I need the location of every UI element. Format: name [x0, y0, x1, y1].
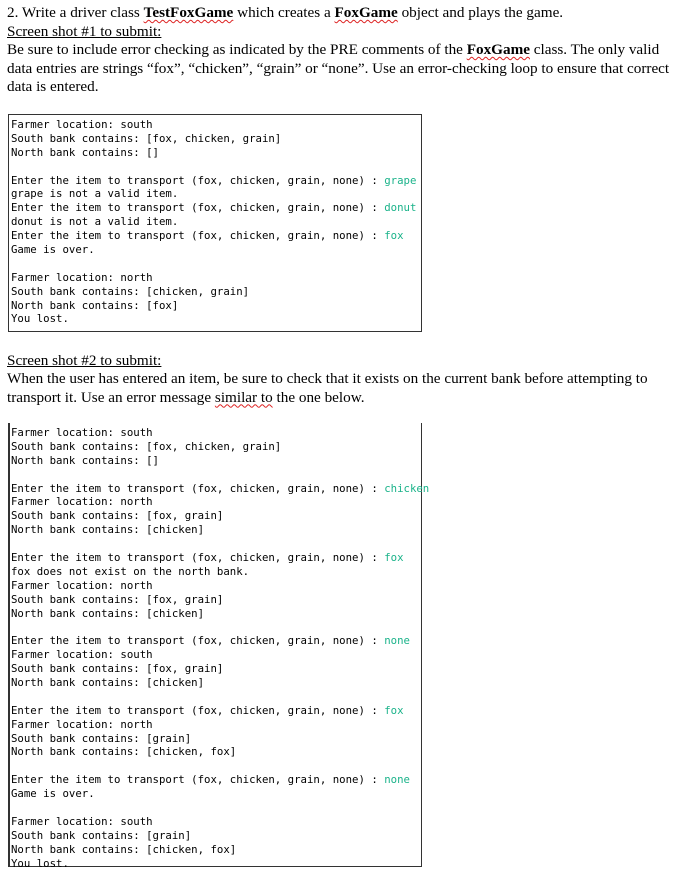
console-output-line	[11, 787, 417, 801]
screenshot2-desc-prefix: When the user has entered an item, be sure to check that it exists on the current bank before attempting to transport it. Use an error message	[7, 370, 648, 406]
console-output-line	[11, 312, 417, 326]
console-text: North bank contains: []	[11, 145, 159, 159]
console-text: South bank contains: [fox, grain]	[11, 509, 224, 523]
console-output-line	[11, 285, 417, 299]
console-output-line	[11, 676, 417, 690]
console-text: South bank contains: [grain]	[11, 828, 192, 842]
console-output-line	[11, 215, 417, 229]
console-output-line	[11, 718, 417, 732]
console-text: Enter the item to transport (fox, chicken, grain, none) :	[11, 634, 385, 648]
console-text: Game is over.	[11, 243, 95, 257]
screenshot2-heading: Screen shot #2 to submit:	[7, 352, 162, 369]
console-output-line	[11, 243, 417, 257]
console-text: South bank contains: [fox, chicken, grain]	[11, 131, 282, 145]
console-text: North bank contains: [fox]	[11, 298, 179, 312]
console-output-2	[8, 423, 430, 870]
console-text: Farmer location: south	[11, 814, 153, 828]
console-output-line	[11, 843, 417, 857]
console-text: Enter the item to transport (fox, chicken, grain, none) :	[11, 703, 385, 717]
console-text: North bank contains: [chicken]	[11, 606, 205, 620]
console-blank-line	[11, 468, 417, 482]
console-output-line	[11, 495, 417, 509]
console-text: Farmer location: south	[11, 118, 153, 131]
console-text: South bank contains: [fox, grain]	[11, 592, 224, 606]
console-user-input: fox	[384, 229, 404, 243]
console-prompt-line	[11, 201, 417, 215]
console-output-line	[11, 299, 417, 313]
console-output-line	[11, 454, 417, 468]
console-prompt-line	[11, 773, 417, 787]
console-output-line	[11, 523, 417, 537]
console-text: Enter the item to transport (fox, chicken, grain, none) :	[11, 201, 385, 215]
console-user-input: donut	[384, 201, 417, 215]
console-user-input: chicken	[384, 481, 430, 495]
screenshot2-desc-suffix: the one below.	[272, 388, 365, 406]
console-text: Game is over.	[11, 787, 95, 801]
console-text: Farmer location: north	[11, 495, 153, 509]
console-output-line	[11, 579, 417, 593]
console-output-line	[11, 607, 417, 621]
game-class-name: FoxGame	[334, 4, 398, 21]
console-output-line	[11, 648, 417, 662]
question-line	[7, 4, 683, 23]
console-output-line	[11, 829, 417, 843]
console-text: South bank contains: [fox, chicken, grain]	[11, 439, 282, 453]
console-prompt-line	[11, 481, 430, 496]
document	[7, 4, 683, 97]
console-output-line	[11, 187, 417, 201]
console-text: North bank contains: []	[11, 453, 159, 467]
console-prompt-line	[11, 174, 417, 188]
screenshot1-desc-suffix: class. The only valid data entries are strings “fox”, “chicken”, “grain” or “none”. Use an error-checking loop to ensure that correct data is entered.	[7, 41, 670, 96]
console-prompt-line	[11, 551, 417, 565]
console-output-line	[11, 857, 417, 871]
screenshot1-description	[7, 41, 683, 97]
console-output-line	[11, 732, 417, 746]
console-blank-line	[11, 160, 417, 174]
console-text: Farmer location: south	[11, 426, 153, 439]
console-text: grape is not a valid item.	[11, 187, 179, 201]
console-user-input: fox	[384, 703, 404, 717]
screenshot2-desc-squiggle: similar to	[214, 388, 273, 406]
console-text: Enter the item to transport (fox, chicken, grain, none) :	[11, 481, 385, 495]
console-output-line	[11, 132, 417, 146]
console-output-line	[11, 745, 417, 759]
console-text: Enter the item to transport (fox, chicken, grain, none) :	[11, 773, 385, 787]
console-output-line	[11, 118, 417, 132]
console-text: Enter the item to transport (fox, chicken, grain, none) :	[11, 229, 385, 243]
question-prefix: 2. Write a driver class	[7, 4, 144, 21]
console-user-input: none	[384, 773, 410, 787]
console-blank-line	[11, 801, 417, 815]
console-text: Enter the item to transport (fox, chicken, grain, none) :	[11, 173, 385, 187]
console-user-input: none	[384, 634, 410, 648]
console-prompt-line	[11, 634, 417, 648]
console-text: South bank contains: [chicken, grain]	[11, 284, 250, 298]
console-text: North bank contains: [chicken]	[11, 676, 205, 690]
console-text: Enter the item to transport (fox, chicken, grain, none) :	[11, 551, 385, 565]
driver-class-name: TestFoxGame	[143, 4, 234, 21]
question-suffix: object and plays the game.	[397, 4, 564, 21]
console-blank-line	[11, 620, 417, 634]
console-output-line	[11, 662, 417, 676]
console-text: North bank contains: [chicken, fox]	[11, 842, 237, 856]
console-blank-line	[11, 759, 417, 773]
console-output-line	[11, 593, 417, 607]
console-text: North bank contains: [chicken, fox]	[11, 745, 237, 759]
console-text: Farmer location: south	[11, 648, 153, 662]
console-blank-line	[11, 690, 417, 704]
console-text: fox does not exist on the north bank.	[11, 564, 250, 578]
console-text: You lost.	[11, 312, 69, 326]
console-text: South bank contains: [grain]	[11, 731, 192, 745]
console-text: Farmer location: north	[11, 270, 153, 284]
console-prompt-line	[11, 704, 417, 718]
console-text: donut is not a valid item.	[11, 215, 179, 229]
screenshot2-description	[7, 370, 683, 407]
console-output-1	[8, 114, 422, 332]
console-prompt-line	[11, 229, 417, 243]
console-output-line	[11, 440, 417, 454]
screenshot1-desc-class: FoxGame	[466, 41, 530, 59]
console-text: You lost.	[11, 856, 69, 870]
console-output-line	[11, 426, 417, 440]
console-output-line	[11, 271, 417, 285]
console-text: North bank contains: [chicken]	[11, 523, 205, 537]
console-output-line	[11, 815, 417, 829]
console-blank-line	[11, 257, 417, 271]
console-output-line	[11, 509, 417, 523]
question-middle: which creates a	[233, 4, 335, 21]
console-text: South bank contains: [fox, grain]	[11, 662, 224, 676]
console-text: Farmer location: north	[11, 578, 153, 592]
console-blank-line	[11, 537, 417, 551]
console-output-line	[11, 565, 417, 579]
console-output-line	[11, 146, 417, 160]
console-user-input: grape	[384, 173, 417, 187]
console-user-input: fox	[384, 551, 404, 565]
screenshot1-heading: Screen shot #1 to submit:	[7, 22, 162, 40]
console-text: Farmer location: north	[11, 717, 153, 731]
screenshot1-desc-prefix: Be sure to include error checking as indicated by the PRE comments of the	[7, 41, 467, 59]
